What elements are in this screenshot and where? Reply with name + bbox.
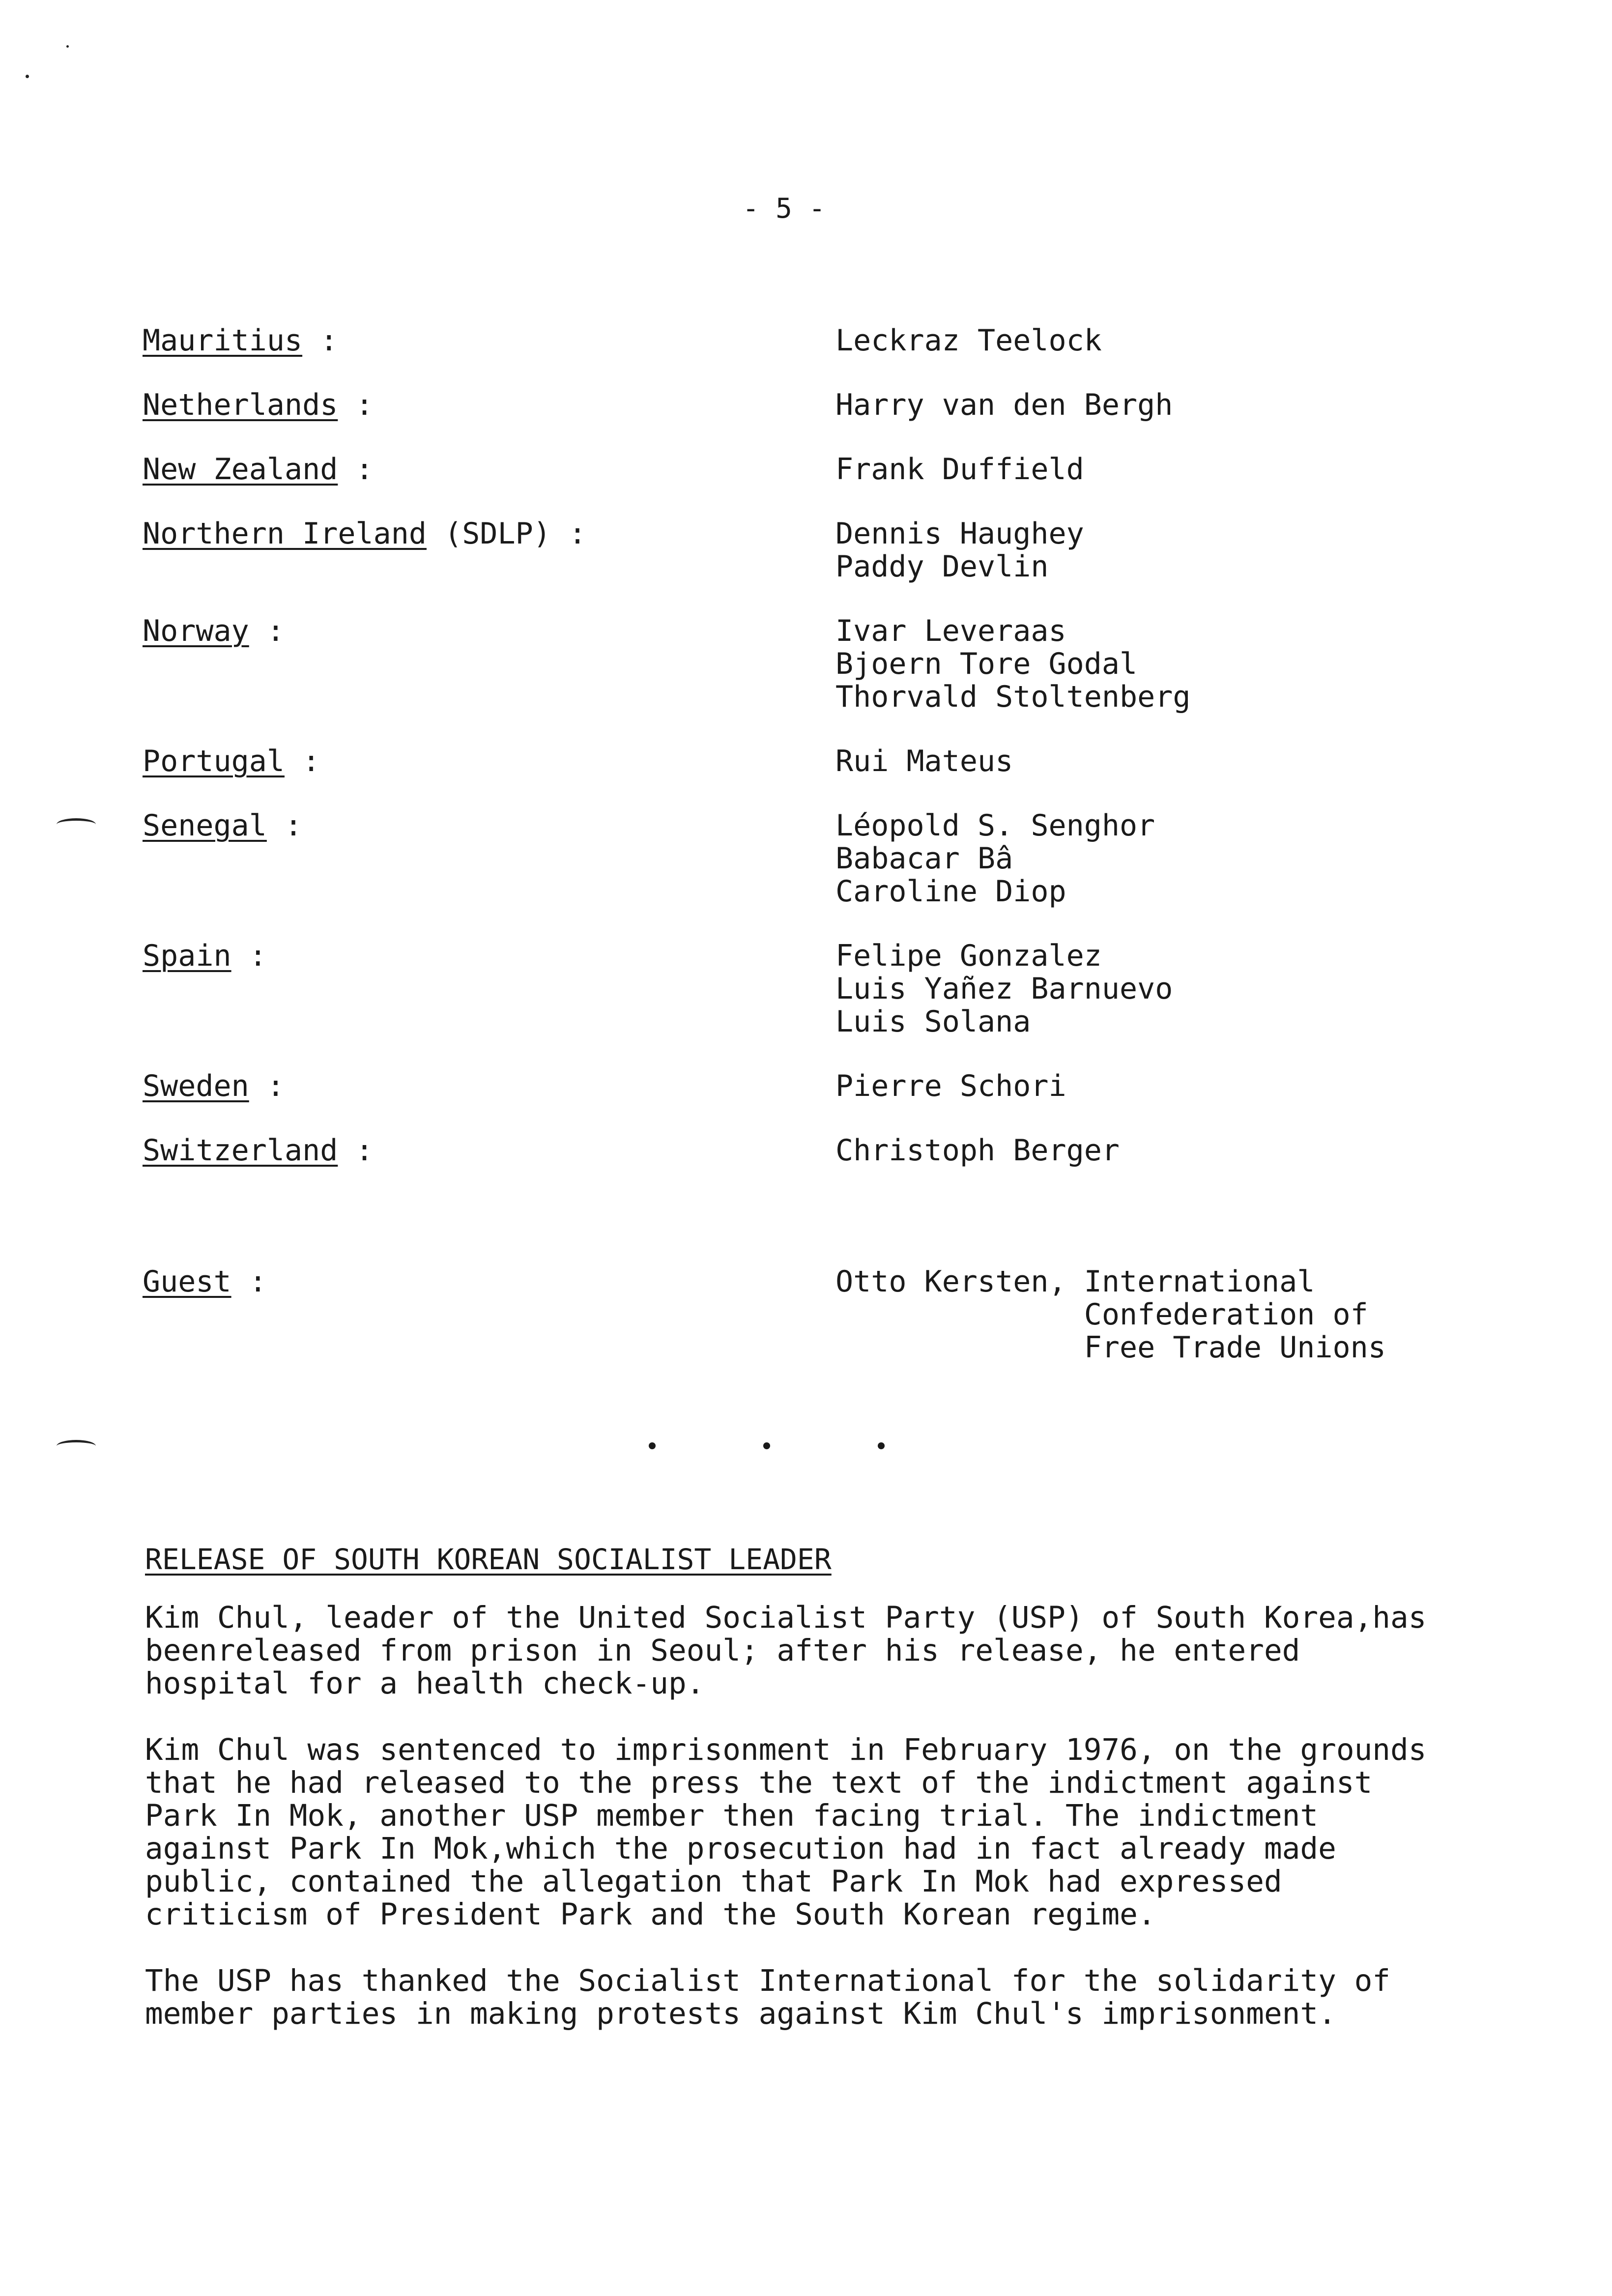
guest-org-line: Confederation of — [1084, 1297, 1368, 1332]
page-number: - 5 - — [742, 193, 826, 225]
country-name: Norway — [143, 614, 249, 648]
country-suffix: : — [231, 939, 267, 973]
guest-label-text: Guest — [143, 1264, 231, 1299]
delegate-names — [835, 940, 1173, 1038]
scan-speck — [66, 45, 69, 48]
delegate-name: Léopold S. Senghor — [835, 808, 1155, 843]
country-suffix: : — [249, 1069, 285, 1103]
delegate-row — [143, 453, 1519, 486]
country-label — [143, 453, 835, 486]
separator-dot — [649, 1442, 656, 1449]
delegate-row — [143, 745, 1519, 778]
article — [145, 1543, 1560, 2064]
country-suffix: : — [266, 808, 303, 843]
delegate-name: Felipe Gonzalez — [835, 939, 1102, 973]
delegate-names — [835, 453, 1084, 486]
guest-row — [143, 1265, 1519, 1364]
delegate-names — [835, 1070, 1066, 1103]
country-suffix: : — [338, 1133, 374, 1168]
scan-speck — [26, 75, 29, 78]
country-name: Spain — [143, 939, 231, 973]
delegate-name: Ivar Leveraas — [835, 614, 1066, 648]
delegate-name: Luis Solana — [835, 1004, 1031, 1039]
delegate-name: Frank Duffield — [835, 452, 1084, 487]
delegate-row — [143, 324, 1519, 357]
delegate-name: Leckraz Teelock — [835, 323, 1102, 358]
country-name: Northern Ireland — [143, 517, 427, 551]
punch-mark — [57, 818, 96, 831]
delegate-row — [143, 389, 1519, 422]
country-name: Sweden — [143, 1069, 249, 1103]
delegate-name: Paddy Devlin — [835, 549, 1049, 584]
guest-label — [143, 1265, 835, 1364]
country-label — [143, 324, 835, 357]
delegate-name: Harry van den Bergh — [835, 388, 1173, 422]
delegate-name: Dennis Haughey — [835, 517, 1084, 551]
guest-name: Otto Kersten, — [835, 1264, 1084, 1299]
article-paragraph: Kim Chul, leader of the United Socialist Party (USP) of South Korea,has beenreleased from prison in Seoul; after his release, he entered hospital for a health check-up. — [145, 1600, 1427, 1701]
guest-entry — [835, 1265, 1386, 1364]
separator-dot — [878, 1442, 885, 1449]
delegate-name: Babacar Bâ — [835, 841, 1013, 876]
delegate-list — [143, 324, 1519, 1396]
delegate-names — [835, 745, 1013, 778]
article-paragraph: Kim Chul was sentenced to imprisonment in February 1976, on the grounds that he had released to the press the text of the indictment against Park In Mok, another USP member then facing trial. The indictment against Park In Mok,which the prosecution had in fact already made public, contained the allegation that Park In Mok had expressed criticism of President Park and the South Korean regime. — [145, 1732, 1427, 1932]
delegate-row — [143, 1134, 1519, 1167]
country-name: Senegal — [143, 808, 267, 843]
guest-org-line: Free Trade Unions — [1084, 1330, 1386, 1365]
country-label — [143, 1134, 835, 1167]
country-suffix: : — [284, 744, 320, 778]
delegate-row — [143, 517, 1519, 583]
delegate-name: Rui Mateus — [835, 744, 1013, 778]
delegate-name: Caroline Diop — [835, 874, 1066, 909]
country-label — [143, 809, 835, 908]
delegate-row — [143, 940, 1519, 1038]
delegate-name: Christoph Berger — [835, 1133, 1120, 1168]
article-heading: RELEASE OF SOUTH KOREAN SOCIALIST LEADER — [145, 1543, 832, 1576]
country-suffix: : — [338, 452, 374, 487]
country-label — [143, 517, 835, 583]
delegate-row — [143, 809, 1519, 908]
country-label — [143, 940, 835, 1038]
country-suffix: : — [249, 614, 285, 648]
country-suffix: : — [302, 323, 338, 358]
article-paragraph: The USP has thanked the Socialist International for the solidarity of member parties in making protests against Kim Chul's imprisonment. — [145, 1963, 1391, 2031]
delegate-row — [143, 1070, 1519, 1103]
delegate-name: Thorvald Stoltenberg — [835, 680, 1191, 714]
delegate-names — [835, 389, 1173, 422]
country-name: Netherlands — [143, 388, 338, 422]
delegate-names — [835, 324, 1102, 357]
guest-org-line: International — [1084, 1264, 1315, 1299]
country-name: Portugal — [143, 744, 285, 778]
delegate-name: Luis Yañez Barnuevo — [835, 972, 1173, 1006]
country-suffix: (SDLP) : — [426, 517, 587, 551]
country-label — [143, 1070, 835, 1103]
country-label — [143, 745, 835, 778]
punch-mark — [57, 1440, 96, 1452]
country-label — [143, 389, 835, 422]
country-name: New Zealand — [143, 452, 338, 487]
delegate-names — [835, 517, 1084, 583]
delegate-names — [835, 809, 1155, 908]
delegate-row — [143, 615, 1519, 714]
country-name: Mauritius — [143, 323, 303, 358]
separator-dot — [763, 1442, 770, 1449]
delegate-names — [835, 1134, 1120, 1167]
guest-organization — [1084, 1265, 1386, 1364]
guest-label-suffix: : — [231, 1264, 267, 1299]
country-name: Switzerland — [143, 1133, 338, 1168]
section-separator — [649, 1442, 885, 1449]
delegate-name: Bjoern Tore Godal — [835, 647, 1138, 681]
country-suffix: : — [338, 388, 374, 422]
country-label — [143, 615, 835, 714]
delegate-names — [835, 615, 1190, 714]
delegate-name: Pierre Schori — [835, 1069, 1066, 1103]
